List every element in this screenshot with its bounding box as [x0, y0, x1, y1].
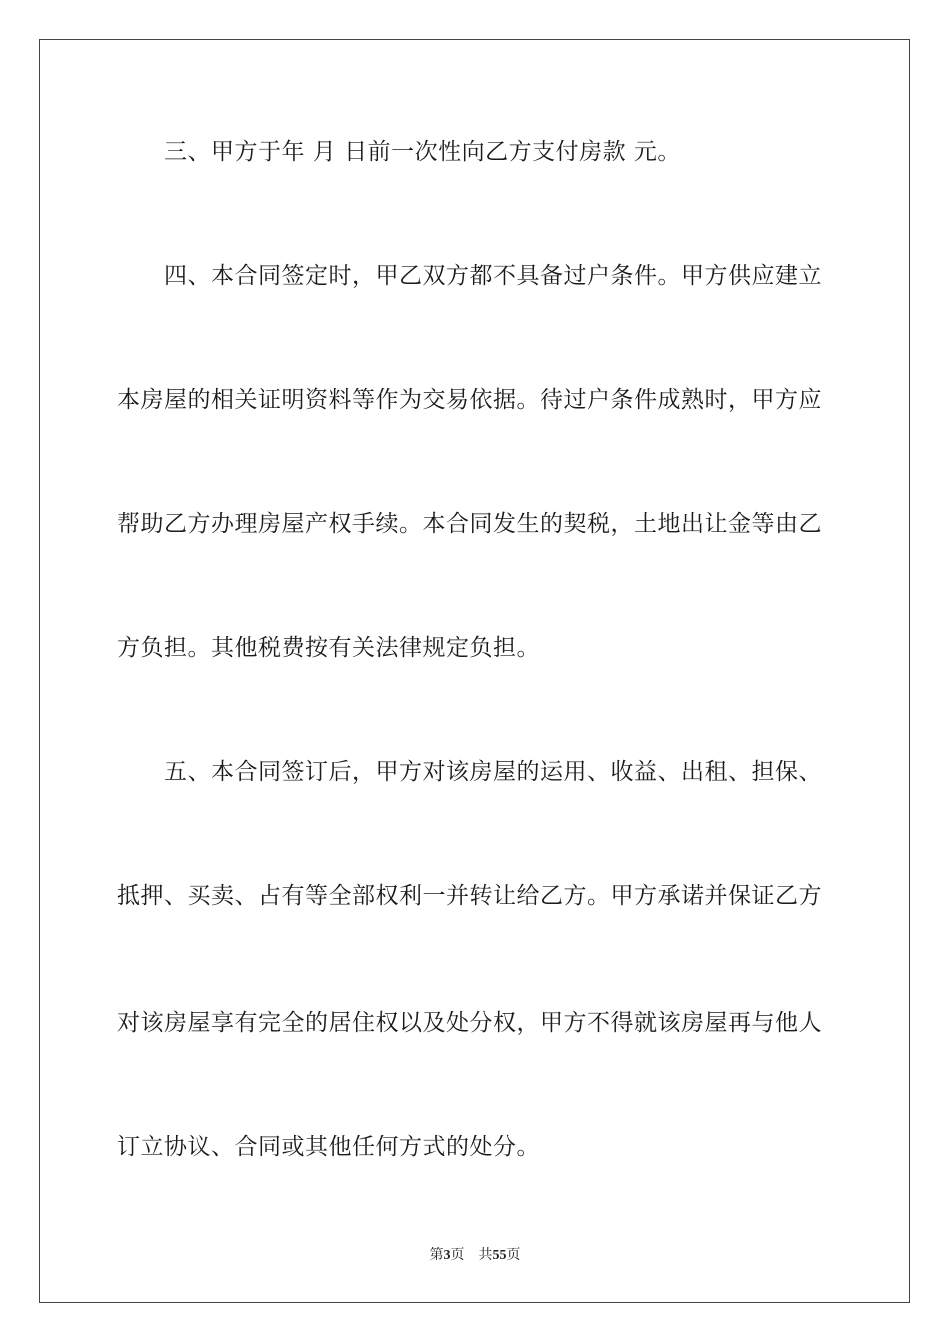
paragraph-4-line-2: 本房屋的相关证明资料等作为交易依据。待过户条件成熟时，甲方应	[117, 387, 822, 413]
page-suffix: 页	[450, 1247, 465, 1263]
paragraph-4-line-4: 方负担。其他税费按有关法律规定负担。	[117, 635, 540, 661]
total-prefix: 共	[478, 1247, 493, 1263]
paragraph-5-line-2: 抵押、买卖、占有等全部权利一并转让给乙方。甲方承诺并保证乙方	[117, 883, 822, 909]
page-footer	[0, 1246, 950, 1265]
paragraph-5-line-1: 五、本合同签订后，甲方对该房屋的运用、收益、出租、担保、	[164, 759, 822, 785]
paragraph-4-line-1: 四、本合同签定时，甲乙双方都不具备过户条件。甲方供应建立	[164, 263, 822, 289]
paragraph-3-line-1: 三、甲方于年 月 日前一次性向乙方支付房款 元。	[164, 139, 681, 165]
paragraph-5-line-3: 对该房屋享有完全的居住权以及处分权，甲方不得就该房屋再与他人	[117, 1010, 822, 1036]
total-pages: 55	[492, 1248, 507, 1263]
page-border	[39, 39, 910, 1303]
paragraph-4-line-3: 帮助乙方办理房屋产权手续。本合同发生的契税，土地出让金等由乙	[117, 511, 822, 537]
total-suffix: 页	[506, 1247, 521, 1263]
page-prefix: 第	[429, 1247, 444, 1263]
page-number: 3	[443, 1248, 451, 1263]
paragraph-5-line-4: 订立协议、合同或其他任何方式的处分。	[117, 1134, 540, 1160]
